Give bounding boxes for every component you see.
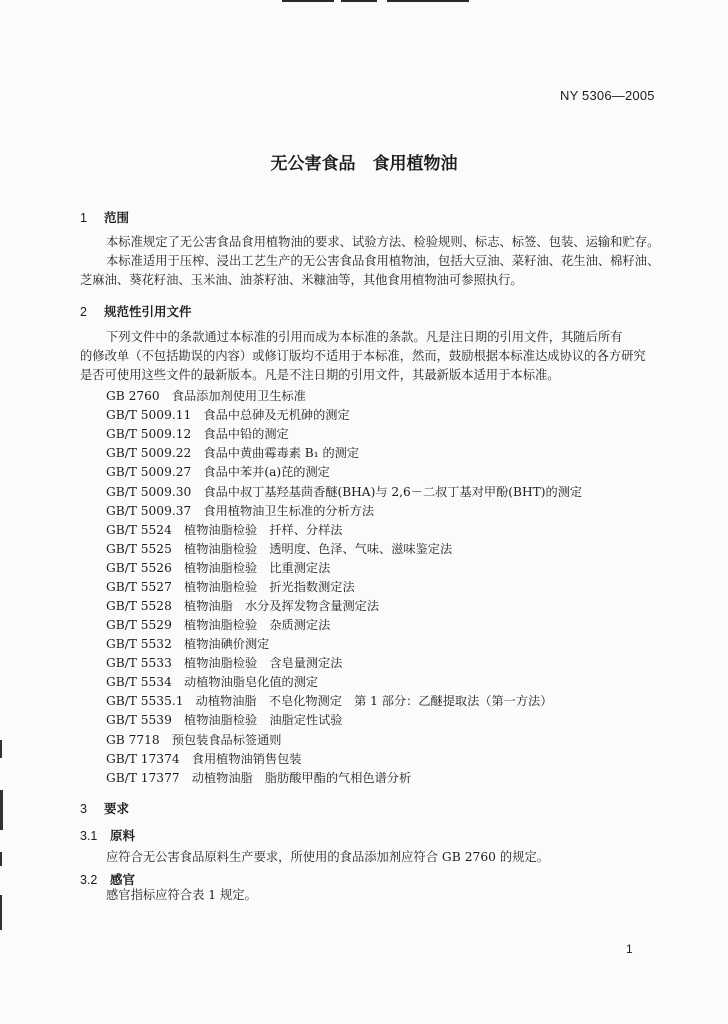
reference-item: GB/T 5535.1 动植物油脂 不皂化物测定 第 1 部分：乙醚提取法（第一方法）: [106, 694, 553, 708]
paragraph: 芝麻油、葵花籽油、玉米油、油茶籽油、米糠油等，其他食用植物油可参照执行。: [80, 273, 523, 287]
reference-item: GB/T 5528 植物油脂 水分及挥发物含量测定法: [106, 599, 380, 613]
reference-item: GB/T 5009.11 食品中总砷及无机砷的测定: [106, 408, 350, 422]
reference-item: GB/T 5532 植物油碘价测定: [106, 637, 270, 651]
paragraph: 下列文件中的条款通过本标准的引用而成为本标准的条款。凡是注日期的引用文件，其随后所有: [106, 330, 623, 344]
paragraph: 的修改单（不包括勘误的内容）或修订版均不适用于本标准，然而，鼓励根据本标准达成协议的各方研究: [80, 349, 646, 363]
section-2-heading: [80, 302, 192, 320]
section-title: 感官: [110, 872, 136, 887]
standard-code: NY 5306—2005: [560, 88, 655, 103]
scan-margin-mark: [0, 790, 3, 830]
reference-item: GB/T 5009.12 食品中铅的测定: [106, 427, 289, 441]
reference-item: GB/T 5529 植物油脂检验 杂质测定法: [106, 618, 331, 632]
section-number: 3.2: [80, 873, 98, 887]
section-title: 规范性引用文件: [104, 304, 192, 319]
scan-edge-line: [282, 0, 334, 2]
reference-item: GB/T 5525 植物油脂检验 透明度、色泽、气味、滋味鉴定法: [106, 542, 453, 556]
section-number: 3: [80, 802, 87, 816]
page-number: 1: [626, 942, 633, 956]
reference-item: GB 7718 预包装食品标签通则: [106, 733, 282, 747]
reference-item: GB/T 5524 植物油脂检验 扦样、分样法: [106, 523, 343, 537]
reference-item: GB/T 5009.22 食品中黄曲霉毒素 B₁ 的测定: [106, 446, 360, 460]
reference-item: GB/T 5526 植物油脂检验 比重测定法: [106, 561, 331, 575]
reference-item: GB/T 5534 动植物油脂皂化值的测定: [106, 675, 319, 689]
scan-edge-line: [387, 0, 469, 2]
scan-margin-mark: [0, 852, 2, 866]
section-title: 范围: [104, 210, 130, 225]
reference-item: GB/T 5009.27 食品中苯并(a)芘的测定: [106, 465, 330, 479]
paragraph: 是否可使用这些文件的最新版本。凡是不注日期的引用文件，其最新版本适用于本标准。: [80, 368, 560, 382]
section-number: 2: [80, 305, 87, 319]
paragraph: 本标准适用于压榨、浸出工艺生产的无公害食品食用植物油，包括大豆油、菜籽油、花生油、棉籽油、: [106, 254, 660, 268]
reference-item: GB/T 5527 植物油脂检验 折光指数测定法: [106, 580, 355, 594]
paragraph: 感官指标应符合表 1 规定。: [106, 888, 257, 902]
scan-edge-line: [341, 0, 377, 2]
section-1-heading: [80, 208, 129, 226]
reference-item: GB/T 17374 食用植物油销售包装: [106, 752, 302, 766]
section-number: 3.1: [80, 829, 98, 843]
reference-item: GB 2760 食品添加剂使用卫生标准: [106, 389, 306, 403]
section-3-heading: [80, 799, 129, 817]
document-title: 无公害食品 食用植物油: [270, 154, 458, 174]
paragraph: 应符合无公害食品原料生产要求，所使用的食品添加剂应符合 GB 2760 的规定。: [106, 850, 550, 864]
scan-margin-mark: [0, 895, 2, 930]
section-number: 1: [80, 211, 87, 225]
reference-item: GB/T 5009.37 食用植物油卫生标准的分析方法: [106, 504, 375, 518]
reference-item: GB/T 5009.30 食品中叔丁基羟基茴香醚(BHA)与 2,6－二叔丁基对甲酚(BHT)的测定: [106, 485, 583, 499]
section-3-1-heading: [80, 826, 135, 844]
reference-item: GB/T 17377 动植物油脂 脂肪酸甲酯的气相色谱分析: [106, 771, 412, 785]
section-title: 要求: [104, 801, 130, 816]
section-title: 原料: [110, 828, 136, 843]
reference-item: GB/T 5539 植物油脂检验 油脂定性试验: [106, 713, 343, 727]
reference-item: GB/T 5533 植物油脂检验 含皂量测定法: [106, 656, 343, 670]
paragraph: 本标准规定了无公害食品食用植物油的要求、试验方法、检验规则、标志、标签、包装、运输和贮存。: [106, 235, 660, 249]
scan-margin-mark: [0, 740, 2, 758]
